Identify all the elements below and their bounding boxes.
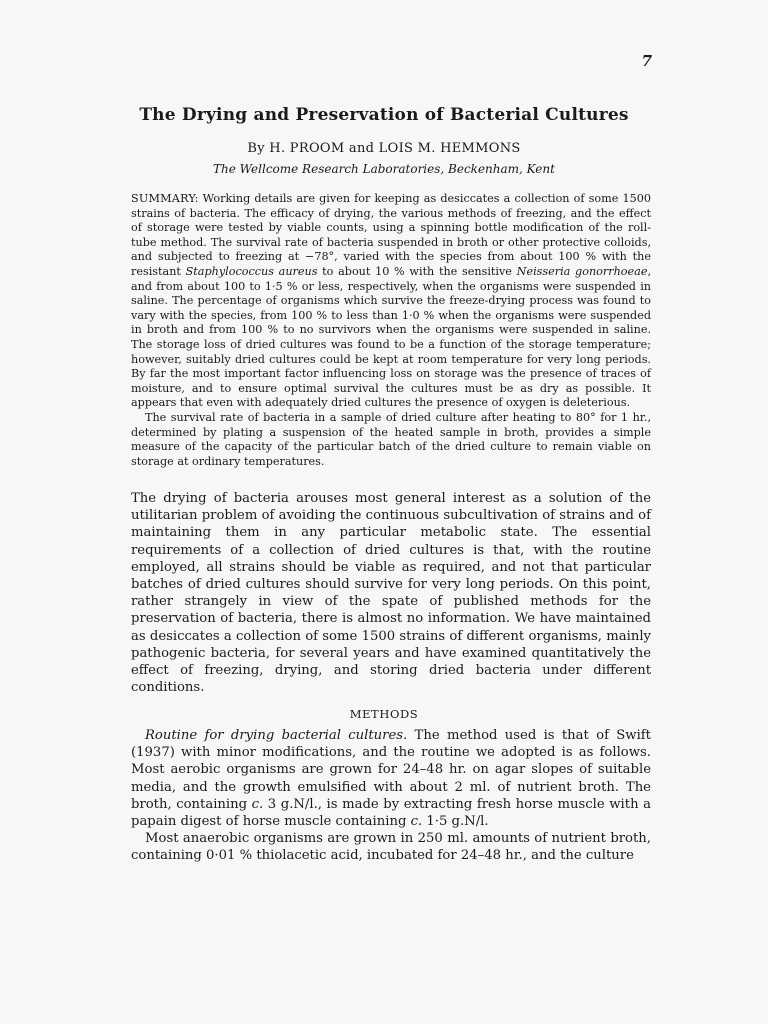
affiliation-line: The Wellcome Research Laboratories, Beckenham, Kent bbox=[213, 162, 555, 176]
species-staphylococcus: Staphylococcus aureus bbox=[185, 264, 318, 278]
methods-text-b: 3 g.N/l., is made by extracting fresh horse muscle with a papain digest of horse muscle containing bbox=[131, 796, 651, 830]
methods-text-a: The method used is that of Swift (1937) with minor modifications, and the routine we adopted is as follows. Most aerobic organisms are grown for 24–48 hr. on agar slopes of suitable media, and the growth emulsified with about 2 ml. of nutrient broth. The broth, containing bbox=[131, 728, 651, 812]
summary-block bbox=[131, 192, 651, 469]
methods-paragraph-2: Most anaerobic organisms are grown in 250 ml. amounts of nutrient broth, containing 0·01 % thiolacetic acid, incubated for 24–48 hr., and the culture bbox=[131, 831, 651, 864]
methods-section bbox=[131, 727, 651, 865]
intro-paragraph: The drying of bacteria arouses most general interest as a solution of the utilitarian problem of avoiding the continuous subcultivation of strains and of maintaining them in any particular metabolic state. The essential requirements of a collection of dried cultures is that, with the routine employed, all strains should be viable as required, and not that particular batches of dried cultures should survive for very long periods. On this point, rather strangely in view of the spate of published methods for the preservation of bacteria, there is almost no information. We have maintained as desiccates a collection of some 1500 strains of different organisms, mainly pathogenic bacteria, for several years and have examined quantitatively the effect of freezing, drying, and storing dried bacteria under different conditions. bbox=[131, 491, 651, 696]
circa-2: c. bbox=[410, 814, 423, 830]
summary-label: SUMMARY: bbox=[131, 192, 199, 205]
methods-text-d: 1·5 g.N/l. bbox=[422, 814, 489, 830]
summary-paragraph-2: The survival rate of bacteria in a sample of dried culture after heating to 80° for 1 hr., determined by plating a suspension of the heated sample in broth, provides a simple measure of the capacity of the particular batch of the dried culture to remain viable on storage at ordinary temperatures. bbox=[131, 410, 651, 468]
circa-1: c. bbox=[251, 796, 264, 812]
summary-text-c: , and from about 100 to 1·5 % or less, respectively, when the organisms were suspended in saline. The percentage of organisms which survive the freeze-drying process was found to vary with the species, from 100 % to less than 1·0 % when the organisms were suspended in broth and from 100 % to no survivors when the organisms were suspended in saline. The storage loss of dried cultures was found to be a function of the storage temperature; however, suitably dried cultures could be kept at room temperature for very long periods. By far the most important factor influencing loss on storage was the presence of traces of moisture, and to ensure optimal survival the cultures must be as dry as possible. It appears that even with adequately dried cultures the presence of oxygen is deleterious. bbox=[131, 264, 652, 410]
methods-heading: METHODS bbox=[349, 707, 419, 721]
summary-paragraph-1 bbox=[131, 192, 651, 411]
species-neisseria: Neisseria gonorrhoeae bbox=[516, 264, 648, 278]
methods-subheading: Routine for drying bacterial cultures. bbox=[145, 728, 408, 743]
authors-line: By H. PROOM and LOIS M. HEMMONS bbox=[247, 141, 521, 156]
page-number: 7 bbox=[641, 52, 652, 70]
summary-text-a: Working details are given for keeping as desiccates a collection of some 1500 strains of bacteria. The efficacy of drying, the various methods of freezing, and the effect of storage were tested by viable counts, using a spinning bottle modification of the roll-tube method. The survival rate of bacteria suspended in broth or other protective colloids, and subjected to freezing at −78°, varied with the species from about 100 % with the resistant bbox=[131, 192, 651, 278]
introduction bbox=[131, 490, 651, 696]
methods-paragraph-1 bbox=[131, 727, 651, 830]
summary-text-b: to about 10 % with the sensitive bbox=[317, 264, 517, 278]
paper-title: The Drying and Preservation of Bacterial Cultures bbox=[139, 105, 629, 125]
